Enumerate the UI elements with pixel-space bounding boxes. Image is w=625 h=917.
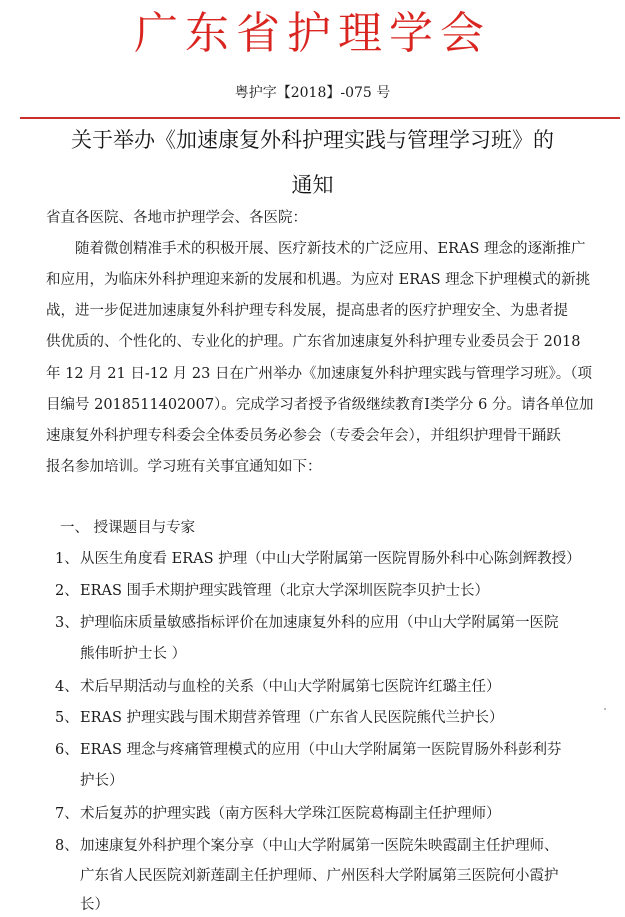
list-item-number: 8、 xyxy=(55,838,79,854)
list-item: 护理临床质量敏感指标评价在加速康复外科的应用（中山大学附属第一医院 xyxy=(80,615,559,631)
list-item-number: 3、 xyxy=(55,615,79,631)
list-item-number: 6、 xyxy=(55,742,79,758)
body-line: 目编号 2018511402007）。完成学习者授予省级继续教育Ⅰ类学分 6 分。请各单位加 xyxy=(46,397,594,413)
body-line: 速康复外科护理专科委会全体委员务必参会（专委会年会），并组织护理骨干踊跃 xyxy=(46,428,561,444)
list-item-number: 2、 xyxy=(55,583,79,599)
list-item-continuation: 广东省人民医院刘新莲副主任护理师、广州医科大学附属第三医院何小霞护 xyxy=(80,868,559,884)
list-item: 从医生角度看 ERAS 护理（中山大学附属第一医院胃肠外科中心陈剑辉教授） xyxy=(80,551,581,567)
list-item: 术后早期活动与血栓的关系（中山大学附属第七医院许红璐主任） xyxy=(80,679,501,695)
list-item-number: 5、 xyxy=(55,710,79,726)
notice-title-line-2: 通知 xyxy=(291,173,334,197)
body-line: 和应用，为临床外科护理迎来新的发展和机遇。为应对 ERAS 理念下护理模式的新挑 xyxy=(46,272,591,288)
body-line: 战，进一步促进加速康复外科护理专科发展，提高患者的医疗护理安全、为患者提 xyxy=(46,303,568,319)
body-line: 报名参加培训。学习班有关事宜通知如下： xyxy=(46,459,322,475)
salutation: 省直各医院、各地市护理学会、各医院： xyxy=(46,210,307,226)
body-line: 随着微创精准手术的积极开展、医疗新技术的广泛应用、ERAS 理念的逐渐推广 xyxy=(75,241,586,257)
body-line: 年 12 月 21 日-12 月 23 日在广州举办《加速康复外科护理实践与管理学习班》。（项 xyxy=(46,366,592,382)
list-item-continuation: 熊伟昕护士长 ） xyxy=(80,646,187,662)
list-item-continuation: 长） xyxy=(80,897,109,913)
body-line: 供优质的、个性化的、专业化的护理。广东省加速康复外科护理专业委员会于 2018 xyxy=(46,334,581,350)
section-heading: 一、 授课题目与专家 xyxy=(60,520,196,536)
list-item-number: 4、 xyxy=(55,679,79,695)
list-item-continuation: 护长） xyxy=(80,773,124,789)
list-item-number: 7、 xyxy=(55,806,79,822)
scan-speck xyxy=(604,708,606,710)
red-divider-line xyxy=(20,117,620,119)
letterhead-title: 广东省护理学会 xyxy=(134,8,491,59)
list-item: ERAS 理念与疼痛管理模式的应用（中山大学附属第一医院胃肠外科彭利芬 xyxy=(80,742,562,758)
list-item-number: 1、 xyxy=(55,551,79,567)
notice-title-line-1: 关于举办《加速康复外科护理实践与管理学习班》的 xyxy=(71,128,554,152)
list-item: ERAS 围手术期护理实践管理（北京大学深圳医院李贝护士长） xyxy=(80,583,490,599)
list-item: 术后复苏的护理实践（南方医科大学珠江医院葛梅副主任护理师） xyxy=(80,806,501,822)
document-number: 粤护字【2018】-075 号 xyxy=(234,85,391,101)
list-item: 加速康复外科护理个案分享（中山大学附属第一医院朱映霞副主任护理师、 xyxy=(80,838,559,854)
list-item: ERAS 护理实践与围术期营养管理（广东省人民医院熊代兰护长） xyxy=(80,710,504,726)
